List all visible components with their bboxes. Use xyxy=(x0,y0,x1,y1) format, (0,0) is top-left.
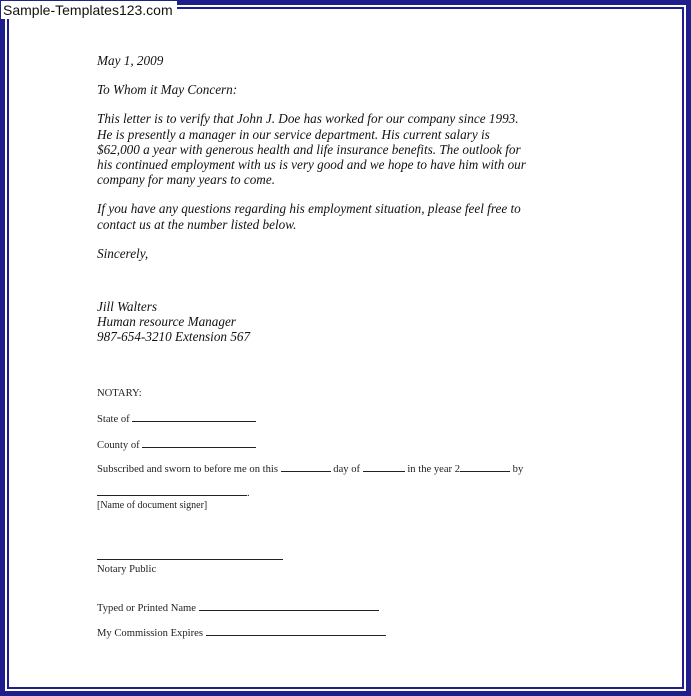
signer-phone: 987-654-3210 Extension 567 xyxy=(97,329,251,345)
county-blank-line[interactable] xyxy=(142,437,256,448)
paragraph-line: He is presently a manager in our service department. His current salary is xyxy=(97,126,490,142)
paragraph-line: his continued employment with us is very good and we hope to have him with our xyxy=(97,157,526,173)
signer-name: Jill Walters xyxy=(97,299,157,315)
signer-line-period: . xyxy=(247,488,250,499)
county-label: County of xyxy=(97,440,140,451)
letter-salutation: To Whom it May Concern: xyxy=(97,82,238,98)
commission-blank-line[interactable] xyxy=(206,625,386,636)
document-page xyxy=(9,9,682,687)
paragraph-line: $62,000 a year with generous health and life insurance benefits. The outlook for xyxy=(97,141,521,157)
sworn-year-blank-line[interactable] xyxy=(460,461,510,472)
typed-name-row xyxy=(97,600,379,615)
letter-date: May 1, 2009 xyxy=(97,53,164,68)
sworn-day-label: day of xyxy=(333,464,361,475)
signer-line-row xyxy=(97,485,250,500)
letter-paragraph-1 xyxy=(97,111,607,187)
paragraph-line: If you have any questions regarding his employment situation, please feel free to xyxy=(97,201,521,217)
typed-name-label: Typed or Printed Name xyxy=(97,603,196,614)
commission-label: My Commission Expires xyxy=(97,628,203,639)
sworn-by-label: by xyxy=(512,464,524,475)
commission-row xyxy=(97,625,386,640)
site-watermark-label: Sample-Templates123.com xyxy=(1,1,177,19)
sworn-row xyxy=(97,461,523,476)
notary-heading: NOTARY: xyxy=(97,388,142,399)
signer-caption: [Name of document signer] xyxy=(97,500,208,511)
paragraph-line: This letter is to verify that John J. Doe has worked for our company since 1993. xyxy=(97,111,519,127)
signer-title: Human resource Manager xyxy=(97,314,236,330)
notary-public-label: Notary Public xyxy=(97,564,157,575)
letter-paragraph-2 xyxy=(97,201,607,231)
typed-name-blank-line[interactable] xyxy=(199,600,379,611)
state-row xyxy=(97,411,256,426)
state-blank-line[interactable] xyxy=(132,411,256,422)
county-row xyxy=(97,437,256,452)
sworn-year-label: in the year 2 xyxy=(407,464,461,475)
sworn-day-blank-line[interactable] xyxy=(281,461,331,472)
paragraph-line: contact us at the number listed below. xyxy=(97,216,297,232)
signer-name-blank-line[interactable] xyxy=(97,485,247,496)
letter-body xyxy=(97,53,607,345)
notary-public-signature-line[interactable] xyxy=(97,549,283,560)
state-label: State of xyxy=(97,414,130,425)
paragraph-line: company for many years to come. xyxy=(97,172,275,188)
sworn-prefix: Subscribed and sworn to before me on this xyxy=(97,464,278,475)
notary-public-line-row xyxy=(97,549,283,564)
sworn-month-blank-line[interactable] xyxy=(363,461,405,472)
letter-closing: Sincerely, xyxy=(97,245,149,261)
